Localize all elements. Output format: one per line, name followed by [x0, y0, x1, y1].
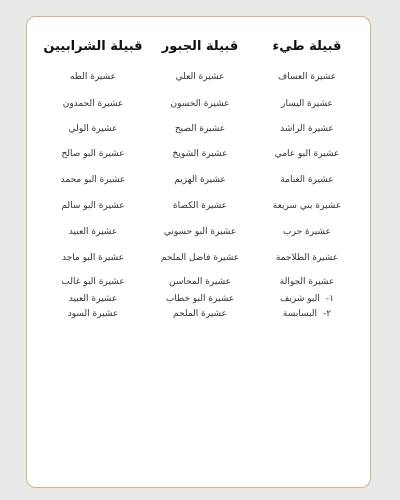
clan-cell: عشيرة حرب — [283, 227, 331, 237]
sub-clan-item — [252, 294, 362, 304]
clan-cell: عشيرة الولي — [68, 124, 118, 134]
clan-cell: عشيرة الحسون — [170, 99, 230, 109]
column-header: قبيلة طيء — [272, 39, 342, 54]
sub-clan-item — [252, 309, 362, 319]
document-page — [26, 16, 371, 488]
sub-clan-number: ٢- — [323, 309, 332, 319]
column-sharabiyeen — [38, 17, 148, 487]
column-tayy — [252, 17, 362, 487]
clan-cell: عشيرة الصبح — [174, 124, 226, 134]
clan-cell: عشيرة البو ماجد — [62, 253, 124, 263]
sub-clan-number: ١- — [325, 294, 334, 304]
clan-cell: عشيرة البو خطاب — [165, 294, 235, 304]
clan-cell: عشيرة فاضل الملحم — [160, 253, 240, 263]
clan-cell: عشيرة البو غالب — [61, 277, 125, 287]
clan-cell: عشيرة البو حسوني — [163, 227, 237, 237]
column-jubour — [145, 17, 255, 487]
clan-cell: عشيرة الغنامة — [280, 175, 334, 185]
clan-cell: عشيرة البو صالح — [61, 149, 125, 159]
sub-clan-name: البسابسة — [282, 309, 317, 319]
clan-cell: عشيرة العبيد — [68, 294, 118, 304]
tribes-table — [27, 17, 370, 487]
clan-cell: عشيرة العلي — [175, 72, 225, 82]
clan-cell: عشيرة العساف — [277, 72, 337, 82]
column-header: قبيلة الشرابيين — [43, 39, 143, 54]
clan-cell: عشيرة الطه — [69, 72, 117, 82]
clan-cell: عشيرة الطلاجمة — [275, 253, 339, 263]
clan-cell: عشيرة البو محمد — [60, 175, 126, 185]
clan-cell: عشيرة الراشد — [280, 124, 334, 134]
clan-cell: عشيرة المحاسن — [168, 277, 232, 287]
clan-cell: عشيرة الملحم — [173, 309, 227, 319]
clan-cell: عشيرة البو عامي — [274, 149, 340, 159]
clan-cell: عشيرة بني سريعة — [272, 201, 342, 211]
clan-cell: عشيرة الجوالة — [279, 277, 335, 287]
clan-cell: عشيرة الحمدون — [62, 99, 124, 109]
clan-cell: عشيرة الشويخ — [172, 149, 228, 159]
clan-cell: عشيرة السود — [67, 309, 119, 319]
clan-cell: عشيرة العبيد — [68, 227, 118, 237]
column-header: قبيلة الجبور — [161, 39, 239, 54]
clan-cell: عشيرة الكصاة — [172, 201, 228, 211]
clan-cell: عشيرة البو سالم — [61, 201, 125, 211]
sub-clan-name: البو شريف — [280, 294, 320, 304]
clan-cell: عشيرة اليسار — [281, 99, 333, 109]
clan-cell: عشيرة الهزيم — [174, 175, 226, 185]
